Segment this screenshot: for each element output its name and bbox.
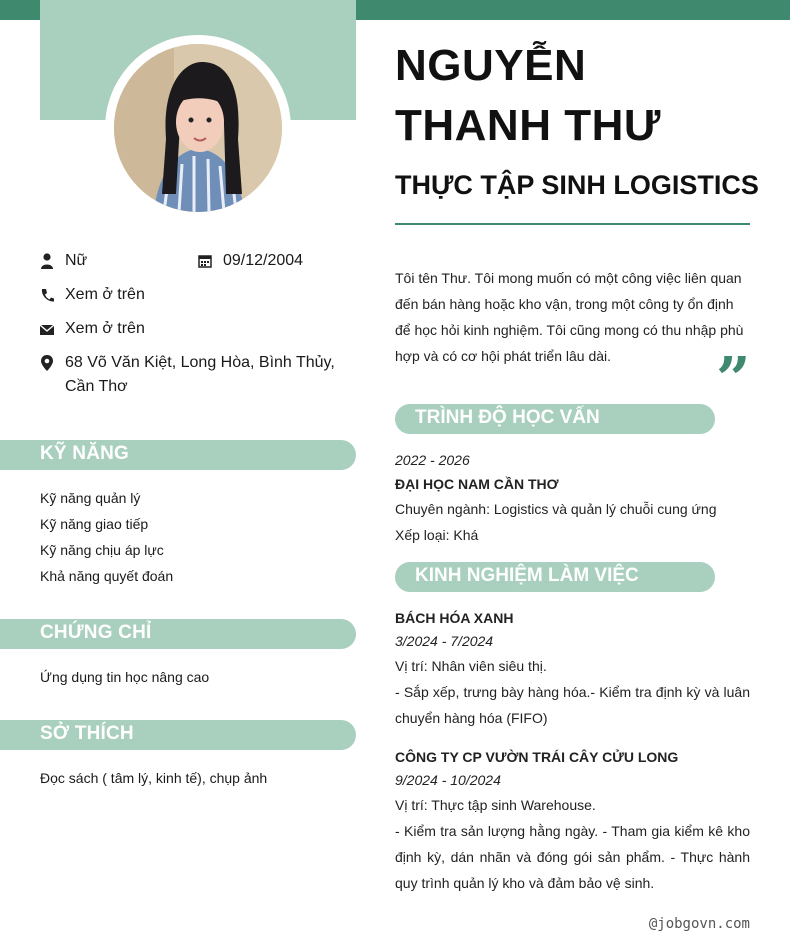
job-company: CÔNG TY CP VƯỜN TRÁI CÂY CỬU LONG — [395, 749, 679, 765]
job-period: 9/2024 - 10/2024 — [395, 772, 501, 788]
education-entry — [395, 449, 750, 548]
job-description: - Sắp xếp, trưng bày hàng hóa.- Kiểm tra định kỳ và luân chuyển hàng hóa (FIFO) — [395, 684, 750, 726]
job-position: Vị trí: Nhân viên siêu thị. — [395, 658, 547, 674]
phone-icon — [40, 287, 54, 303]
phone-text: Xem ở trên — [65, 286, 145, 303]
skill-item: Khả năng quyết đoán — [40, 568, 174, 584]
avatar — [105, 35, 291, 221]
experience-entry-2 — [395, 745, 750, 896]
certificates-heading: CHỨNG CHỈ — [40, 622, 152, 643]
phone-row — [40, 283, 356, 307]
email-row — [40, 317, 356, 341]
profile-photo — [114, 44, 282, 212]
full-name: NGUYỄN THANH THƯ — [395, 41, 661, 150]
summary-text: Tôi tên Thư. Tôi mong muốn có một công việc liên quan đến bán hàng hoặc kho vận, trong một công ty ổn định để học hỏi kinh nghiệm. Tôi cũng mong có thu nhập phù hợp và có cơ hội phát triển lâu dài. — [395, 270, 744, 364]
quote-icon: ” — [716, 345, 751, 415]
email-text: Xem ở trên — [65, 320, 145, 337]
certificates-list — [40, 664, 209, 690]
job-title: THỰC TẬP SINH LOGISTICS — [395, 170, 759, 200]
education-major: Chuyên ngành: Logistics và quản lý chuỗi cung ứng — [395, 501, 717, 517]
experience-entry-1 — [395, 606, 750, 731]
certificates-heading-bar — [0, 619, 356, 649]
title-divider — [395, 223, 750, 225]
gender-row — [40, 249, 200, 273]
skill-item: Kỹ năng giao tiếp — [40, 516, 149, 532]
location-icon — [40, 355, 54, 371]
skills-heading: KỸ NĂNG — [40, 443, 130, 464]
hobbies-list — [40, 765, 267, 791]
mail-icon — [40, 321, 54, 337]
user-icon — [40, 253, 54, 269]
skill-item: Kỹ năng chịu áp lực — [40, 542, 164, 558]
certificate-item: Ứng dụng tin học nâng cao — [40, 669, 210, 685]
skills-list — [40, 485, 173, 589]
experience-heading: KINH NGHIỆM LÀM VIỆC — [415, 565, 639, 586]
education-school: ĐẠI HỌC NAM CẦN THƠ — [395, 476, 559, 492]
education-heading-bar — [395, 404, 715, 434]
hobbies-heading-bar — [0, 720, 356, 750]
education-heading: TRÌNH ĐỘ HỌC VẤN — [415, 407, 600, 428]
job-period: 3/2024 - 7/2024 — [395, 633, 494, 649]
gender-text: Nữ — [65, 252, 88, 269]
watermark-text: @jobgovn.com — [648, 916, 750, 932]
hobbies-heading: SỞ THÍCH — [40, 723, 134, 744]
job-position: Vị trí: Thực tập sinh Warehouse. — [395, 797, 596, 813]
skills-heading-bar — [0, 440, 356, 470]
address-text: 68 Võ Văn Kiệt, Long Hòa, Bình Thủy, Cần Thơ — [65, 354, 335, 395]
job-company: BÁCH HÓA XANH — [395, 610, 514, 626]
address-row — [40, 351, 340, 401]
job-description: - Kiểm tra sản lượng hằng ngày. - Tham gia kiểm kê kho định kỳ, dán nhãn và đóng gói sản phẩm. - Thực hành quy trình quản lý kho và đảm bảo vệ sinh. — [395, 823, 750, 891]
calendar-icon — [198, 253, 212, 269]
education-period: 2022 - 2026 — [395, 452, 470, 468]
dob-row — [198, 249, 356, 273]
education-grade: Xếp loại: Khá — [395, 527, 479, 543]
hobby-item: Đọc sách ( tâm lý, kinh tế), chụp ảnh — [40, 770, 268, 786]
dob-text: 09/12/2004 — [223, 252, 304, 269]
skill-item: Kỹ năng quản lý — [40, 490, 141, 506]
experience-heading-bar — [395, 562, 715, 592]
